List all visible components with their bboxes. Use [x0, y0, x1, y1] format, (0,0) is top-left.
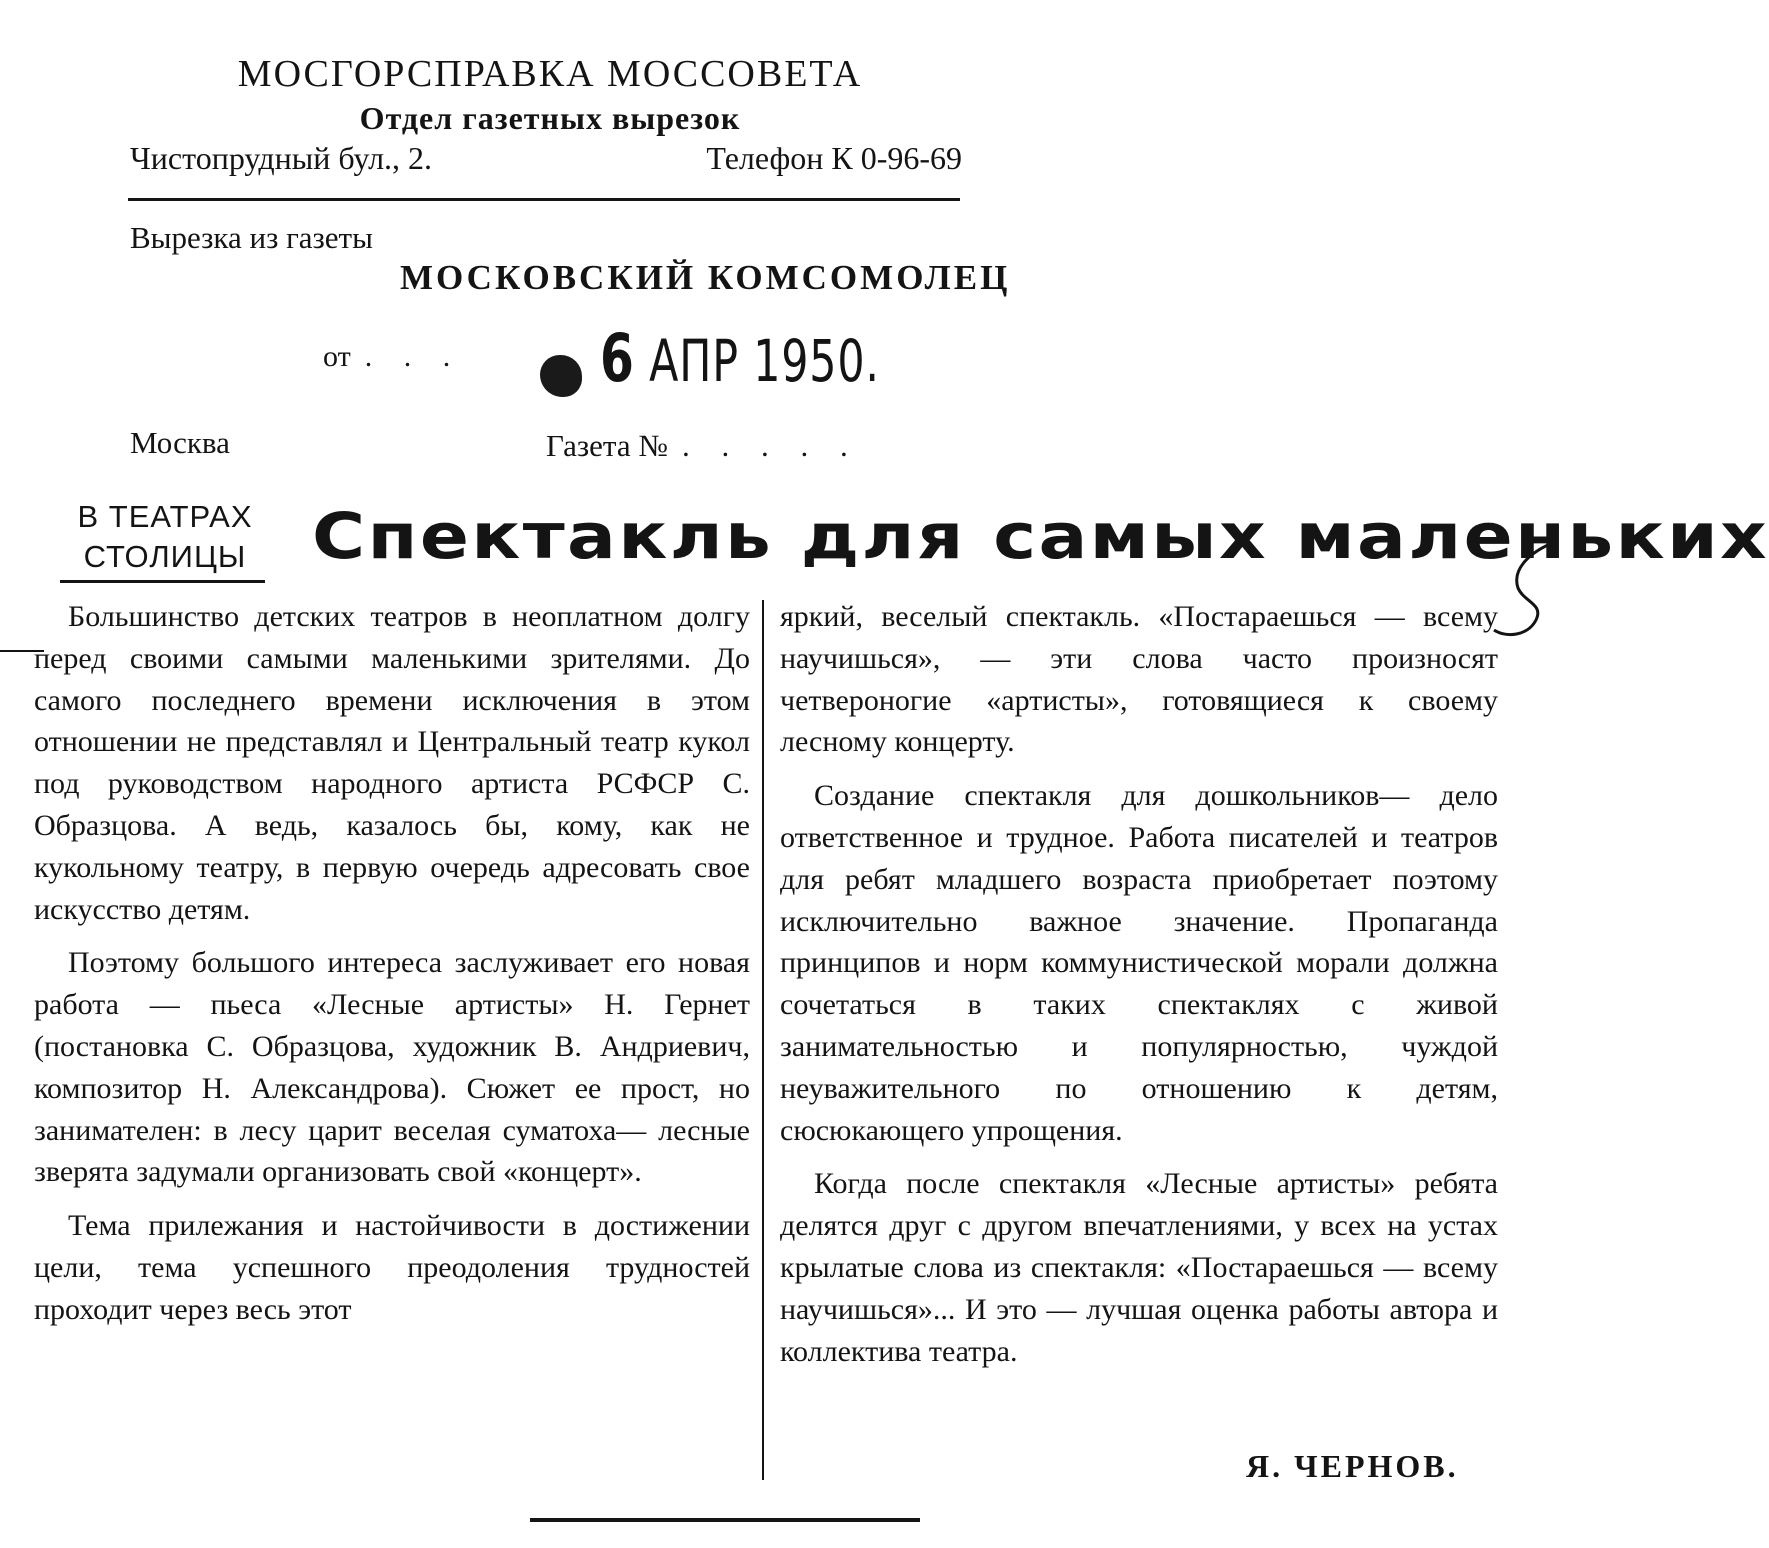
date-line [323, 340, 462, 374]
issue-number-line [546, 428, 860, 464]
city: Москва [130, 425, 230, 460]
ink-blot [540, 355, 582, 397]
column-divider [762, 600, 764, 1480]
issue-leader: . . . . . [681, 428, 860, 463]
paragraph: яркий, веселый спектакль. «Постараешься — всему научишься», — эти слова часто произносят четвероногие «артисты», готовящиеся к своему лесному концерту. [780, 600, 1498, 759]
date-leader: . . . [364, 340, 463, 373]
stamp-day: 6 [600, 320, 635, 397]
headline: Спектакль для самых маленьких [312, 500, 1769, 573]
address-row [130, 140, 962, 177]
article-column-right [780, 596, 1498, 1384]
date-prefix: от [323, 340, 351, 373]
rubric-underline [60, 580, 265, 583]
organization-name: МОСГОРСПРАВКА МОССОВЕТА [237, 53, 863, 95]
date-stamp [600, 320, 880, 397]
paragraph: Тема прилежания и настойчивости в достижении цели, тема успешного преодоления трудностей проходит через весь этот [34, 1209, 750, 1326]
paragraph: Когда после спектакля «Лесные артисты» ребята делятся друг с другом впечатлениями, у всех на устах крылатые слова из спектакля: «Постараешься — всему научишься»... И это — лучшая оценка работы автора и коллектива театра. [780, 1167, 1498, 1368]
paragraph: Большинство детских театров в неоплатном долгу перед своими самыми маленькими зрителями. До самого последнего времени исключения в этом отношении не представлял и Центральный театр кукол под руководством народного артиста РСФСР С. Образцова. А ведь, казалось бы, кому, как не кукольному театру, в первую очередь адресовать свое искусство детям. [34, 600, 750, 926]
pencil-mark-icon [1488, 540, 1558, 650]
header-divider [128, 198, 960, 201]
rubric-line-1: В ТЕАТРАХ [77, 499, 253, 534]
address: Чистопрудный бул., 2. [130, 140, 433, 176]
author-signature: Я. ЧЕРНОВ. [1246, 1448, 1459, 1484]
paragraph: Поэтому большого интереса заслуживает его новая работа — пьеса «Лесные артисты» Н. Гернет (постановка С. Образцова, художник В. Андриевич, композитор Н. Александрова). Сюжет ее прост, но занимателен: в лесу царит веселая суматоха— лесные зверята задумали организовать свой «концерт». [34, 946, 750, 1189]
rubric-line-2: СТОЛИЦЫ [83, 539, 247, 574]
newspaper-name: МОСКОВСКИЙ КОМСОМОЛЕЦ [400, 258, 1011, 297]
department-name: Отдел газетных вырезок [359, 100, 741, 136]
issue-label: Газета № [546, 428, 668, 463]
phone: Телефон К 0-96-69 [706, 140, 962, 176]
article-column-left [34, 596, 750, 1343]
rubric [60, 497, 270, 577]
paragraph: Создание спектакля для дошкольников— дело ответственное и трудное. Работа писателей и театров для ребят младшего возраста приобретает поэтому исключительно важное значение. Пропаганда принципов и норм коммунистической морали должна сочетаться в таких спектаклях с живой занимательностью и популярностью, чуждой неуважительного по отношению к детям, сюсюкающего упрощения. [780, 779, 1498, 1147]
stamp-month-year: АПР 1950. [649, 327, 880, 395]
clipping-label: Вырезка из газеты [130, 220, 373, 255]
end-rule [530, 1518, 920, 1522]
